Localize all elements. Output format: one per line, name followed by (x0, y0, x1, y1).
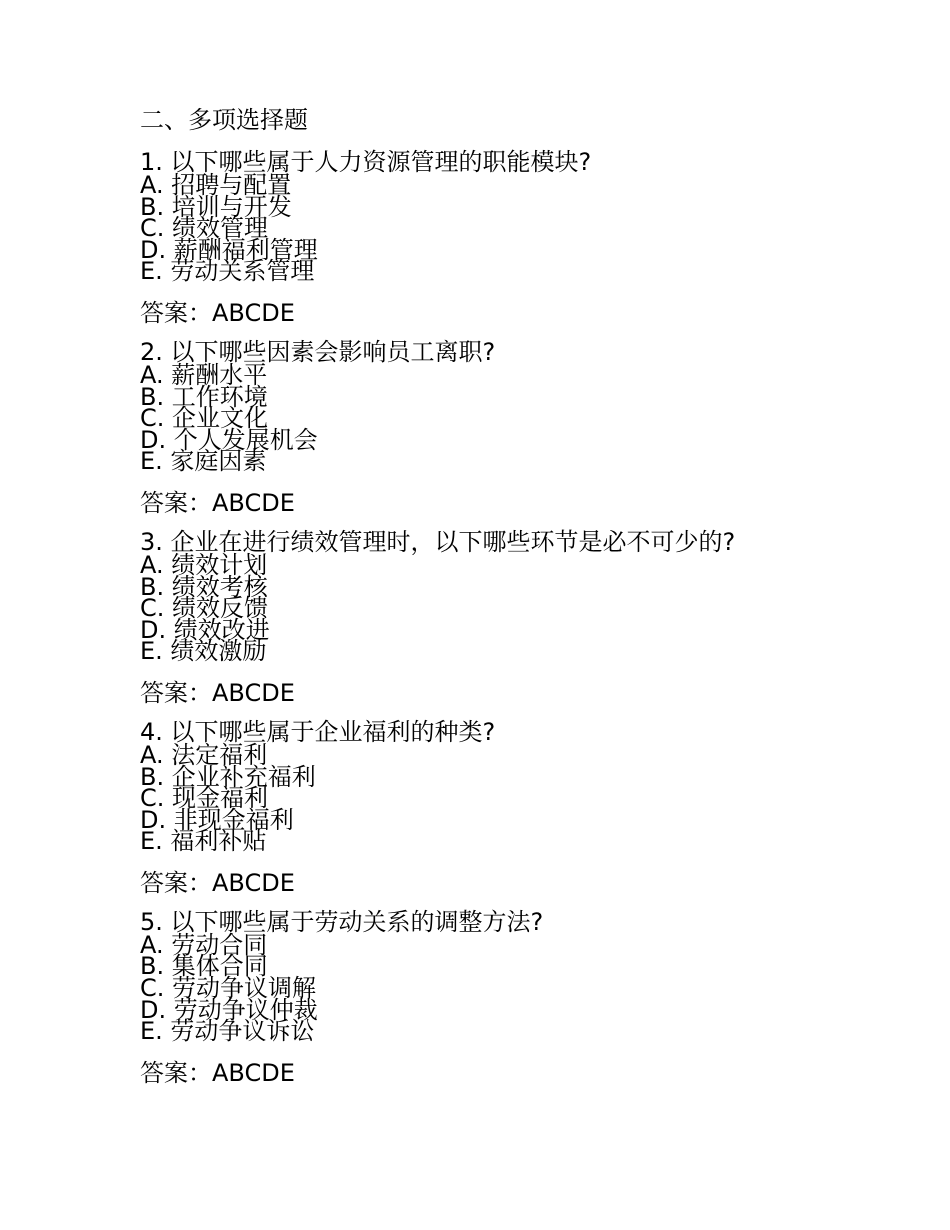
option-c: C. 绩效反馈 (140, 594, 269, 623)
option-d: D. 劳动争议仲裁 (140, 995, 318, 1024)
question-stem: 4. 以下哪些属于企业福利的种类? (140, 717, 496, 746)
question-4 (140, 719, 900, 899)
question-2 (140, 339, 900, 519)
option-c: C. 现金福利 (140, 784, 269, 813)
option-c: C. 企业文化 (140, 404, 269, 433)
option-a: A. 法定福利 (140, 740, 268, 769)
option-e: E. 劳动关系管理 (140, 257, 315, 286)
answer: 答案：ABCDE (140, 298, 295, 327)
question-5 (140, 909, 900, 1089)
question-stem: 2. 以下哪些因素会影响员工离职? (140, 337, 496, 366)
question-stem: 1. 以下哪些属于人力资源管理的职能模块? (140, 148, 592, 176)
option-e: E. 家庭因素 (140, 447, 267, 476)
option-d: D. 个人发展机会 (140, 425, 318, 454)
option-a: A. 招聘与配置 (140, 171, 292, 199)
option-b: B. 绩效考核 (140, 572, 268, 601)
question-stem: 5. 以下哪些属于劳动关系的调整方法? (140, 907, 544, 936)
option-b: B. 集体合同 (140, 952, 268, 981)
option-a: A. 绩效计划 (140, 550, 268, 579)
document-page (140, 103, 900, 1099)
option-b: B. 工作环境 (140, 382, 268, 411)
option-e: E. 劳动争议诉讼 (140, 1017, 315, 1046)
answer: 答案：ABCDE (140, 868, 295, 897)
option-d: D. 薪酬福利管理 (140, 235, 318, 264)
question-1 (140, 149, 900, 329)
option-c: C. 绩效管理 (140, 214, 269, 243)
option-c: C. 劳动争议调解 (140, 974, 317, 1003)
option-d: D. 非现金福利 (140, 805, 294, 834)
option-a: A. 薪酬水平 (140, 360, 268, 389)
answer: 答案：ABCDE (140, 678, 295, 707)
section-title: 二、多项选择题 (140, 106, 308, 134)
answer: 答案：ABCDE (140, 1058, 295, 1087)
option-e: E. 绩效激励 (140, 637, 267, 666)
answer: 答案：ABCDE (140, 488, 295, 517)
question-stem: 3. 企业在进行绩效管理时，以下哪些环节是必不可少的? (140, 527, 736, 556)
option-a: A. 劳动合同 (140, 930, 268, 959)
option-d: D. 绩效改进 (140, 615, 270, 644)
option-b: B. 培训与开发 (140, 192, 292, 221)
question-3 (140, 529, 900, 709)
option-e: E. 福利补贴 (140, 827, 267, 856)
option-b: B. 企业补充福利 (140, 762, 316, 791)
